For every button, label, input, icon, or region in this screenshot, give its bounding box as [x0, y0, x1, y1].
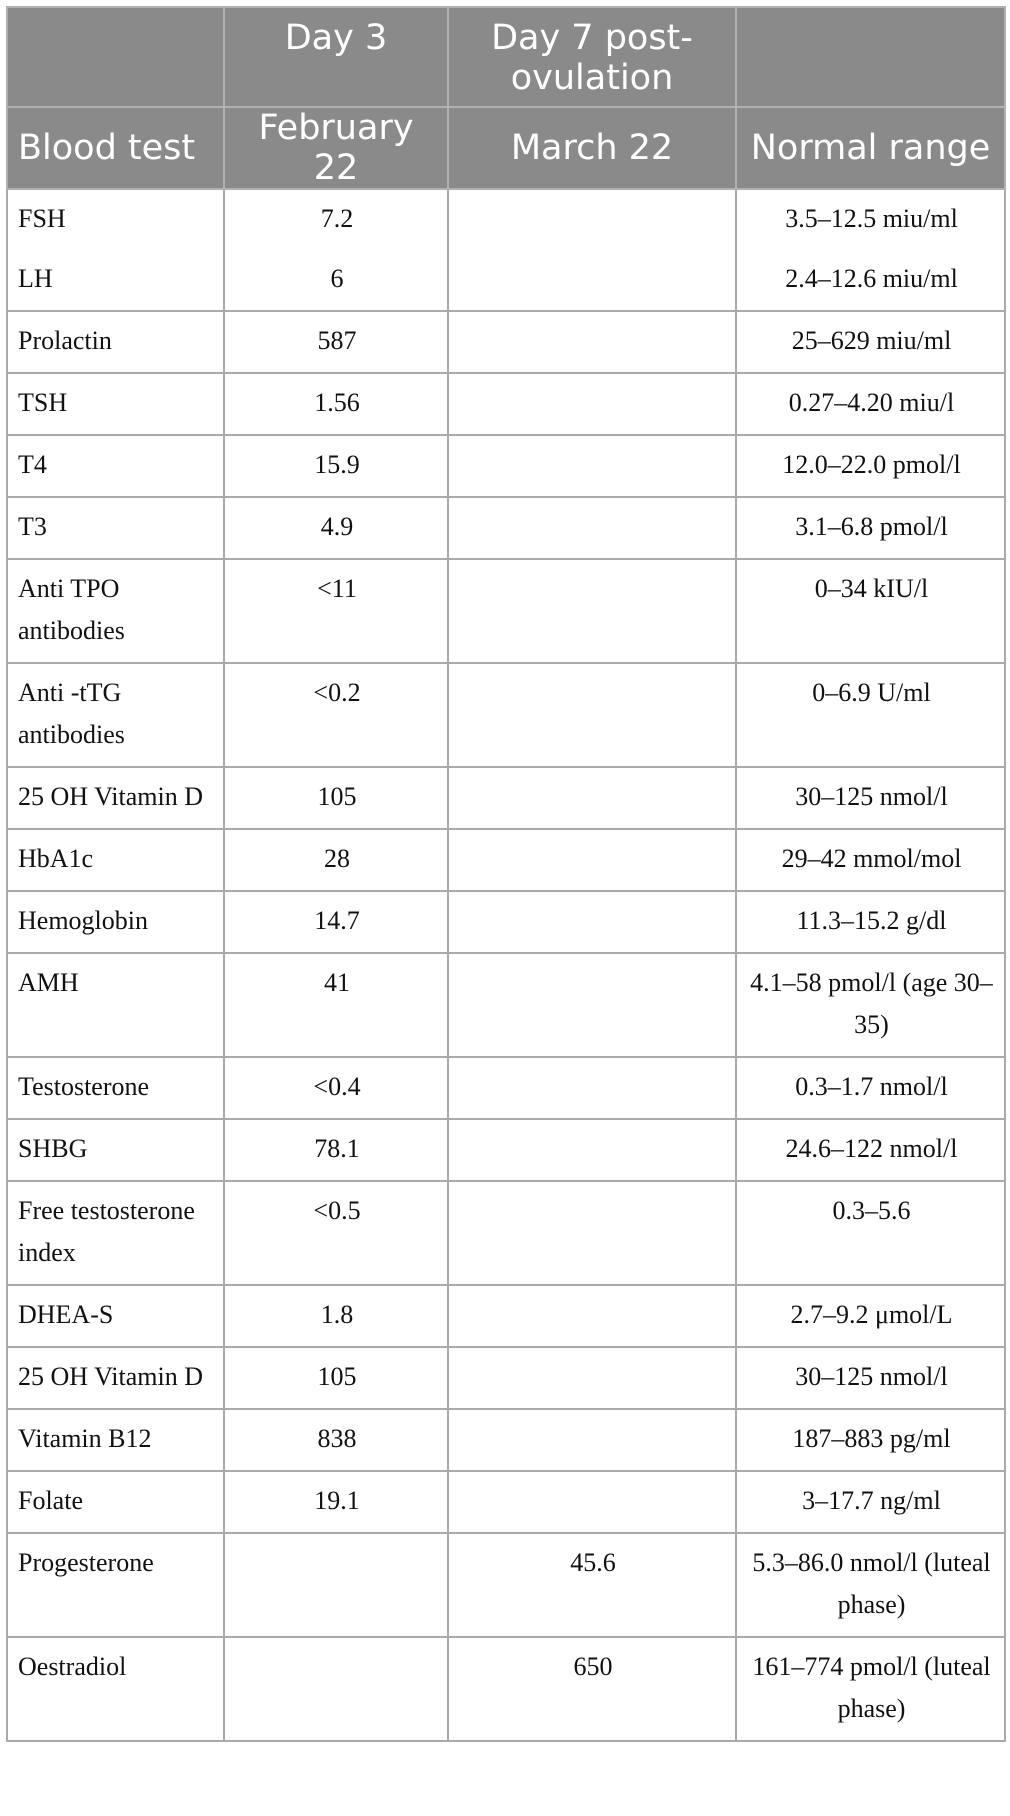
normal-range: 30–125 nmol/l: [736, 767, 1005, 829]
mar-value: [448, 767, 736, 829]
table-row: [7, 1409, 1005, 1471]
mar-value: [448, 953, 736, 1057]
test-name: Oestradiol: [7, 1637, 224, 1741]
mar-value: [448, 311, 736, 373]
mar-value: [448, 1409, 736, 1471]
mar-value: [448, 829, 736, 891]
mar-value: [448, 663, 736, 767]
table-row: [7, 953, 1005, 1057]
mar-value: 650: [448, 1637, 736, 1741]
normal-range: 161–774 pmol/l (luteal phase): [736, 1637, 1005, 1741]
feb-value: 838: [224, 1409, 448, 1471]
header-empty-cell: [7, 7, 224, 107]
mar-value: [448, 373, 736, 435]
header-february: February 22: [224, 107, 448, 189]
feb-value: 19.1: [224, 1471, 448, 1533]
header-row-top: [7, 7, 1005, 107]
header-day3: Day 3: [224, 7, 448, 107]
feb-value: [224, 1637, 448, 1741]
mar-value: [448, 559, 736, 663]
mar-value: [448, 1347, 736, 1409]
feb-value: 41: [224, 953, 448, 1057]
table-row: [7, 311, 1005, 373]
test-name: T4: [7, 435, 224, 497]
test-name: SHBG: [7, 1119, 224, 1181]
normal-range: 3.1–6.8 pmol/l: [736, 497, 1005, 559]
normal-range: 29–42 mmol/mol: [736, 829, 1005, 891]
table-row: [7, 1285, 1005, 1347]
normal-range: 12.0–22.0 pmol/l: [736, 435, 1005, 497]
table-row: [7, 559, 1005, 663]
table-row: [7, 1347, 1005, 1409]
feb-value: 587: [224, 311, 448, 373]
feb-value: 105: [224, 767, 448, 829]
mar-value: [448, 1181, 736, 1285]
mar-value: [448, 435, 736, 497]
feb-value: 28: [224, 829, 448, 891]
mar-value: [448, 891, 736, 953]
test-name: 25 OH Vitamin D: [7, 1347, 224, 1409]
normal-range: 25–629 miu/ml: [736, 311, 1005, 373]
mar-value: [448, 250, 736, 311]
test-name: 25 OH Vitamin D: [7, 767, 224, 829]
table-row: [7, 1637, 1005, 1741]
feb-value: 7.2: [224, 189, 448, 250]
header-march: March 22: [448, 107, 736, 189]
test-name: TSH: [7, 373, 224, 435]
test-name: T3: [7, 497, 224, 559]
test-name: HbA1c: [7, 829, 224, 891]
test-name: FSH: [7, 189, 224, 250]
normal-range: 0.27–4.20 miu/l: [736, 373, 1005, 435]
feb-value: 78.1: [224, 1119, 448, 1181]
table-row: [7, 767, 1005, 829]
table-row: [7, 373, 1005, 435]
feb-value: <11: [224, 559, 448, 663]
normal-range: 24.6–122 nmol/l: [736, 1119, 1005, 1181]
table-row: [7, 435, 1005, 497]
normal-range: 4.1–58 pmol/l (age 30–35): [736, 953, 1005, 1057]
feb-value: 14.7: [224, 891, 448, 953]
blood-test-table: [6, 6, 1006, 1742]
test-name: Testosterone: [7, 1057, 224, 1119]
test-name: Anti -tTG antibodies: [7, 663, 224, 767]
normal-range: 187–883 pg/ml: [736, 1409, 1005, 1471]
mar-value: [448, 1471, 736, 1533]
table-row: [7, 663, 1005, 767]
normal-range: 3.5–12.5 miu/ml: [736, 189, 1005, 250]
test-name: Vitamin B12: [7, 1409, 224, 1471]
mar-value: 45.6: [448, 1533, 736, 1637]
mar-value: [448, 1057, 736, 1119]
table-row: [7, 1533, 1005, 1637]
table-row: [7, 497, 1005, 559]
test-name: Anti TPO antibodies: [7, 559, 224, 663]
feb-value: 1.8: [224, 1285, 448, 1347]
header-normal-range: Normal range: [736, 107, 1005, 189]
table-row: [7, 1181, 1005, 1285]
test-name: Free testosterone index: [7, 1181, 224, 1285]
normal-range: 30–125 nmol/l: [736, 1347, 1005, 1409]
mar-value: [448, 1119, 736, 1181]
table-row: [7, 189, 1005, 250]
feb-value: 6: [224, 250, 448, 311]
feb-value: 105: [224, 1347, 448, 1409]
normal-range: 5.3–86.0 nmol/l (luteal phase): [736, 1533, 1005, 1637]
mar-value: [448, 1285, 736, 1347]
feb-value: <0.5: [224, 1181, 448, 1285]
table-row: [7, 829, 1005, 891]
normal-range: 3–17.7 ng/ml: [736, 1471, 1005, 1533]
header-day7: Day 7 post-ovulation: [448, 7, 736, 107]
feb-value: 15.9: [224, 435, 448, 497]
header-empty-cell: [736, 7, 1005, 107]
normal-range: 2.4–12.6 miu/ml: [736, 250, 1005, 311]
mar-value: [448, 189, 736, 250]
table-row: [7, 1471, 1005, 1533]
feb-value: <0.4: [224, 1057, 448, 1119]
table-row: [7, 250, 1005, 311]
normal-range: 2.7–9.2 μmol/L: [736, 1285, 1005, 1347]
feb-value: 4.9: [224, 497, 448, 559]
normal-range: 0.3–1.7 nmol/l: [736, 1057, 1005, 1119]
normal-range: 11.3–15.2 g/dl: [736, 891, 1005, 953]
feb-value: 1.56: [224, 373, 448, 435]
normal-range: 0–34 kIU/l: [736, 559, 1005, 663]
mar-value: [448, 497, 736, 559]
test-name: Prolactin: [7, 311, 224, 373]
test-name: Hemoglobin: [7, 891, 224, 953]
header-row-bottom: [7, 107, 1005, 189]
feb-value: <0.2: [224, 663, 448, 767]
table-row: [7, 1057, 1005, 1119]
header-blood-test: Blood test: [7, 107, 224, 189]
feb-value: [224, 1533, 448, 1637]
test-name: Progesterone: [7, 1533, 224, 1637]
test-name: LH: [7, 250, 224, 311]
table-row: [7, 1119, 1005, 1181]
test-name: Folate: [7, 1471, 224, 1533]
test-name: AMH: [7, 953, 224, 1057]
test-name: DHEA-S: [7, 1285, 224, 1347]
table-row: [7, 891, 1005, 953]
normal-range: 0.3–5.6: [736, 1181, 1005, 1285]
normal-range: 0–6.9 U/ml: [736, 663, 1005, 767]
